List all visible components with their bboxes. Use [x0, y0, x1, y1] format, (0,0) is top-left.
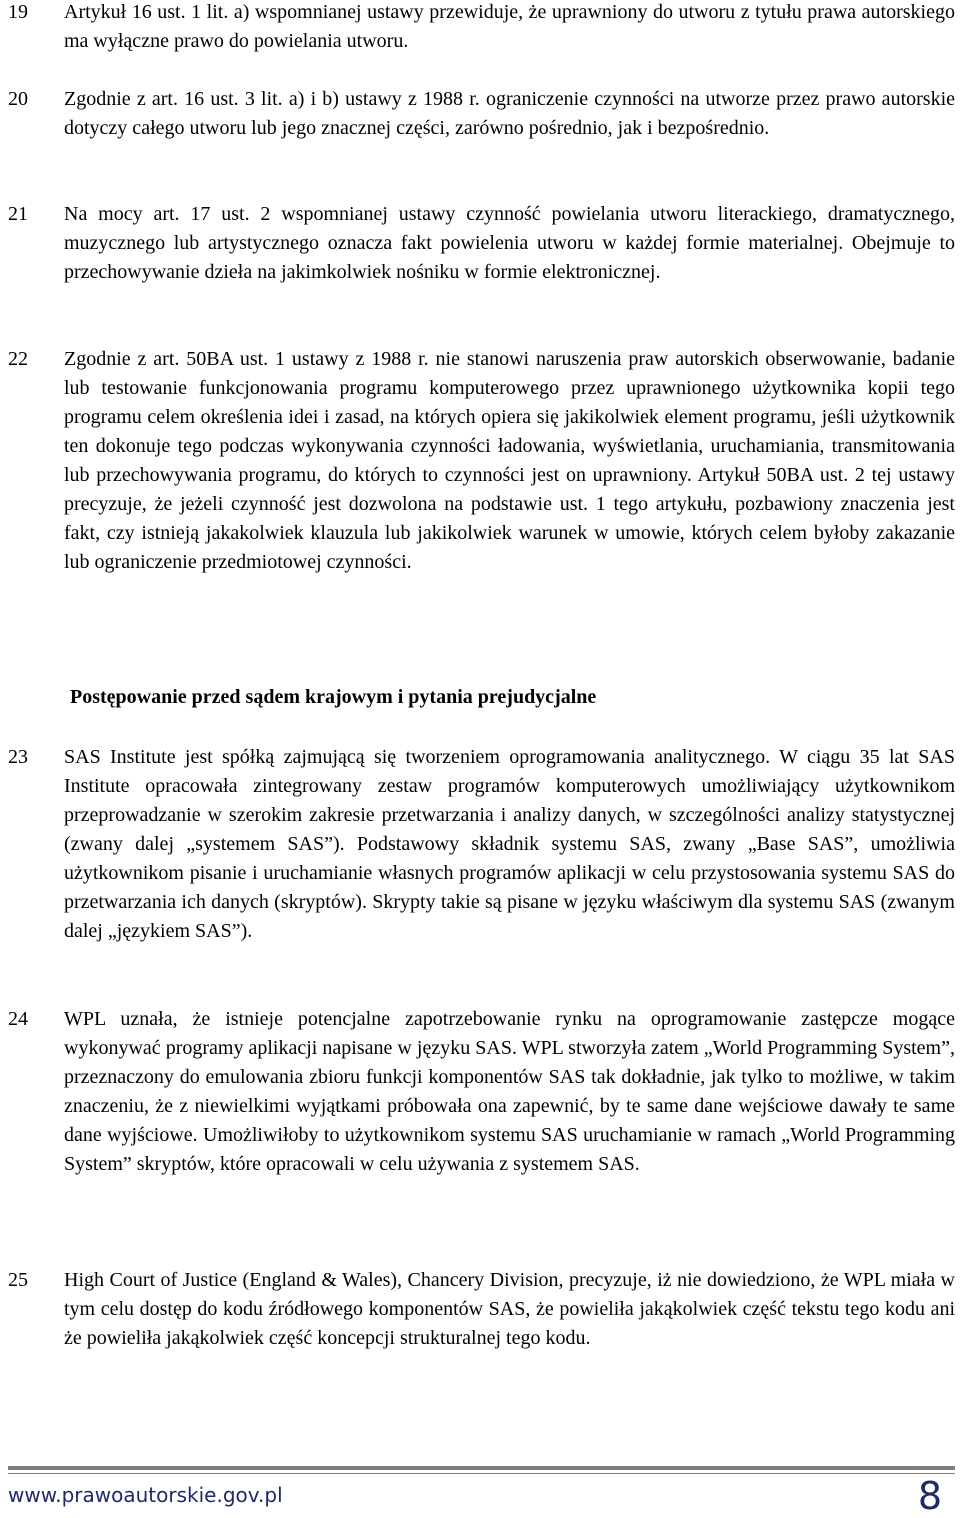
- page-number: 8: [917, 1474, 942, 1518]
- footer-divider: [8, 1466, 955, 1470]
- paragraph-number: 25: [8, 1269, 28, 1291]
- paragraph-text: WPL uznała, że istnieje potencjalne zapotrzebowanie rynku na oprogramowanie zastępcze mogące wykonywać programy aplikacji napisane w języku SAS. WPL stworzyła zatem „World Programming System”, przeznaczony do emulowania zbioru funkcji komponentów SAS tak dokładnie, jak tylko to możliwe, w takim znaczeniu, że z niewielkimi wyjątkami próbowała ona zapewnić, by te same dane wejściowe dawały te same dane wyjściowe. Umożliwiłoby to użytkownikom systemu SAS uruchamianie w ramach „World Programming System” skryptów, które opracowali w celu używania z systemem SAS.: [64, 1008, 955, 1175]
- paragraph-number: 20: [8, 88, 28, 110]
- paragraph-24: [8, 1005, 955, 1179]
- paragraph-number: 24: [8, 1008, 28, 1030]
- paragraph-text: Zgodnie z art. 16 ust. 3 lit. a) i b) ustawy z 1988 r. ograniczenie czynności na utworze przez prawo autorskie dotyczy całego utworu lub jego znacznej części, zarówno pośrednio, jak i bezpośrednio.: [64, 88, 955, 139]
- paragraph-20: [8, 85, 955, 143]
- paragraph-number: 19: [8, 1, 28, 23]
- footer-divider-thin: [8, 1473, 955, 1474]
- paragraph-23: [8, 743, 955, 946]
- paragraph-25: [8, 1266, 955, 1353]
- paragraph-number: 21: [8, 203, 28, 225]
- paragraph-19: [8, 0, 955, 56]
- paragraph-text: Na mocy art. 17 ust. 2 wspomnianej ustawy czynność powielania utworu literackiego, dramatycznego, muzycznego lub artystycznego oznacza fakt powielenia utworu w każdej formie materialnej. Obejmuje to przechowywanie dzieła na jakimkolwiek nośniku w formie elektronicznej.: [64, 203, 955, 283]
- paragraph-21: [8, 200, 955, 287]
- paragraph-text: SAS Institute jest spółką zajmującą się tworzeniem oprogramowania analitycznego. W ciągu 35 lat SAS Institute opracowała zintegrowany zestaw programów komputerowych umożliwiający użytkownikom przeprowadzanie w szerokim zakresie przetwarzania i analizy danych, w szczególności analizy statystycznej (zwany dalej „systemem SAS”). Podstawowy składnik systemu SAS, zwany „Base SAS”, umożliwia użytkownikom pisanie i uruchamianie własnych programów aplikacji w celu przystosowania systemu SAS do przetwarzania ich danych (skryptów). Skrypty takie są pisane w języku właściwym dla systemu SAS (zwanym dalej „językiem SAS”).: [64, 746, 955, 942]
- paragraph-22: [8, 345, 955, 577]
- paragraph-number: 22: [8, 348, 28, 370]
- paragraph-text: Artykuł 16 ust. 1 lit. a) wspomnianej ustawy przewiduje, że uprawniony do utworu z tytułu prawa autorskiego ma wyłączne prawo do powielania utworu.: [64, 1, 955, 52]
- section-heading: Postępowanie przed sądem krajowym i pytania prejudycjalne: [70, 686, 597, 708]
- paragraph-text: High Court of Justice (England & Wales), Chancery Division, precyzuje, iż nie dowiedziono, że WPL miała w tym celu dostęp do kodu źródłowego komponentów SAS, że powieliła jakąkolwiek część tekstu tego kodu ani że powieliła jakąkolwiek część koncepcji strukturalnej tego kodu.: [64, 1269, 955, 1349]
- footer-url-link[interactable]: www.prawoautorskie.gov.pl: [8, 1483, 283, 1507]
- paragraph-text: Zgodnie z art. 50BA ust. 1 ustawy z 1988 r. nie stanowi naruszenia praw autorskich obserwowanie, badanie lub testowanie funkcjonowania programu komputerowego przez uprawnionego użytkownika kopii tego programu celem określenia idei i zasad, na których opiera się jakikolwiek element programu, jeśli użytkownik ten dokonuje tego podczas wykonywania czynności ładowania, wyświetlania, uruchamiania, transmitowania lub przechowywania programu, do których to czynności jest on uprawniony. Artykuł 50BA ust. 2 tej ustawy precyzuje, że jeżeli czynność jest dozwolona na podstawie ust. 1 tego artykułu, pozbawiony znaczenia jest fakt, czy istnieją jakakolwiek klauzula lub jakikolwiek warunek w umowie, których celem byłoby zakazanie lub ograniczenie przedmiotowej czynności.: [64, 348, 955, 573]
- paragraph-number: 23: [8, 746, 28, 768]
